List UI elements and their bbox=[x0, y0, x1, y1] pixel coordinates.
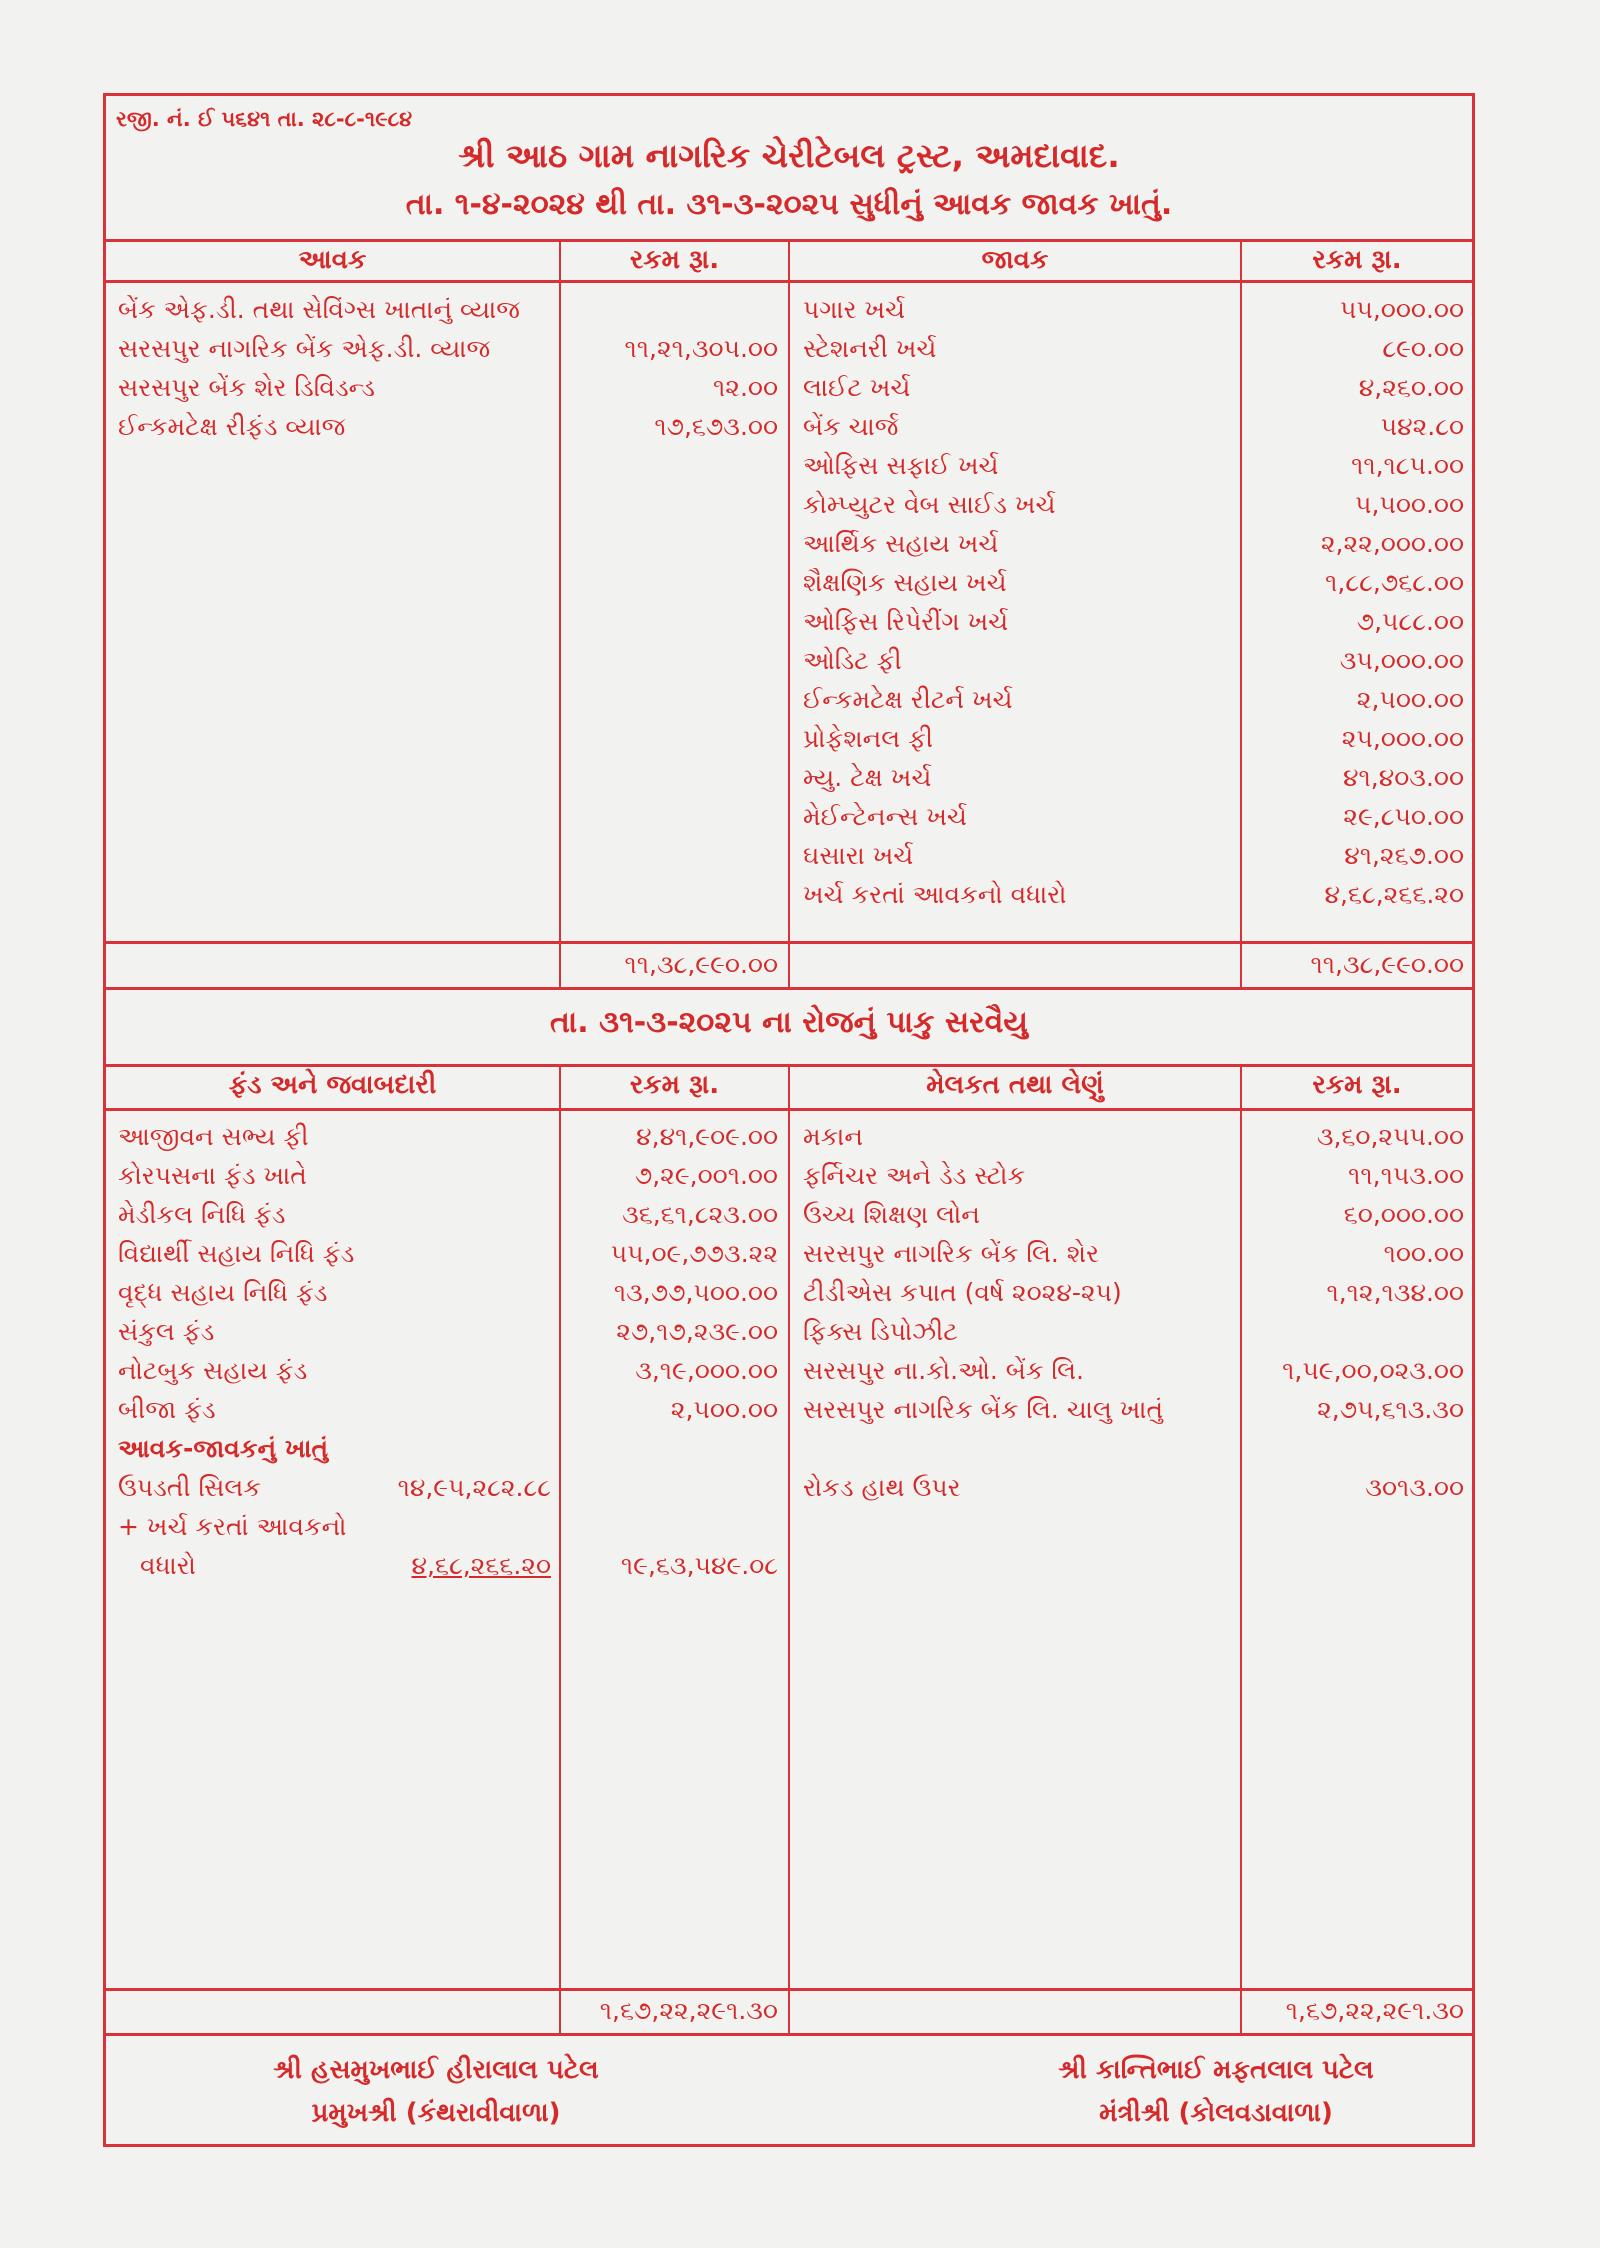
liability-item-label: કોરપસના ફંડ ખાતે bbox=[118, 1161, 307, 1190]
expense-item-label: મેઈન્ટેનન્સ ખર્ચ bbox=[803, 802, 967, 831]
liabilities-column-header: ફંડ અને જવાબદારી bbox=[228, 1070, 437, 1100]
asset-item-label: ઉચ્ચ શિક્ષણ લોન bbox=[803, 1200, 980, 1229]
liability-item-amount: ૩૬,૬૧,૮૨૩.૦૦ bbox=[622, 1200, 778, 1229]
registration-number: રજી. નં. ઈ ૫૬૪૧ તા. ૨૮-૮-૧૯૮૪ bbox=[116, 107, 413, 131]
surplus-amount: ૪,૬૮,૨૬૬.૨૦ bbox=[411, 1551, 551, 1580]
liability-item-amount: ૪,૪૧,૯૦૯.૦૦ bbox=[636, 1122, 778, 1151]
expense-item-label: બેંક ચાર્જ bbox=[803, 412, 899, 441]
rule bbox=[106, 2033, 1472, 2036]
account-total-amount: ૧૯,૬૩,૫૪૯.૦૮ bbox=[620, 1551, 778, 1580]
liability-item-amount: ૭,૨૯,૦૦૧.૦૦ bbox=[634, 1161, 778, 1190]
income-column-header: આવક bbox=[298, 245, 367, 275]
expense-item-amount: ૩૫,૦૦૦.૦૦ bbox=[1339, 646, 1464, 675]
liability-item-amount: ૨૭,૧૭,૨૩૯.૦૦ bbox=[616, 1317, 778, 1346]
asset-item-label: સરસપુર નાગરિક બેંક લિ. શેર bbox=[803, 1239, 1100, 1268]
asset-item-amount: ૩,૬૦,૨૫૫.૦૦ bbox=[1316, 1122, 1464, 1151]
expense-item-amount: ૭,૫૮૮.૦૦ bbox=[1356, 607, 1464, 636]
expense-item-label: કોમ્પ્યુટર વેબ સાઈડ ખર્ચ bbox=[803, 490, 1056, 519]
liability-item-label: મેડીકલ નિધિ ફંડ bbox=[118, 1200, 286, 1229]
expense-item-amount: ૪૧,૪૦૩.૦૦ bbox=[1343, 763, 1464, 792]
expense-item-amount: ૪,૨૬૦.૦૦ bbox=[1358, 373, 1464, 402]
liability-item-label: આજીવન સભ્ય ફી bbox=[118, 1122, 309, 1151]
income-item-label: ઈન્કમટેક્ષ રીફંડ વ્યાજ bbox=[118, 412, 346, 441]
expense-item-label: ઓફિસ રિપેરીંગ ખર્ચ bbox=[803, 607, 1009, 636]
income-item-label: સરસપુર બેંક શેર ડિવિડન્ડ bbox=[118, 373, 375, 402]
income-expense-account-head: આવક-જાવકનું ખાતું bbox=[118, 1434, 329, 1463]
president-title: પ્રમુખશ્રી (કંથરાવીવાળા) bbox=[311, 2098, 561, 2128]
secretary-name: શ્રી કાન્તિભાઈ મફતલાલ પટેલ bbox=[1058, 2055, 1374, 2085]
expense-item-label: લાઈટ ખર્ચ bbox=[803, 373, 911, 402]
trust-title: શ્રી આઠ ગામ નાગરિક ચેરીટેબલ ટ્રસ્ટ, અમદાવાદ. bbox=[458, 136, 1120, 175]
opening-balance-amount: ૧૪,૯૫,૨૮૨.૮૮ bbox=[397, 1473, 551, 1502]
asset-item-label: મકાન bbox=[803, 1122, 864, 1151]
surplus-label: + ખર્ચ કરતાં આવકનો bbox=[118, 1512, 347, 1541]
expense-item-label: આર્થિક સહાય ખર્ચ bbox=[803, 529, 999, 558]
expense-item-label: પગાર ખર્ચ bbox=[803, 295, 906, 324]
asset-item-amount: ૨,૭૫,૬૧૩.૩૦ bbox=[1317, 1395, 1464, 1424]
expense-item-amount: ૨,૫૦૦.૦૦ bbox=[1356, 685, 1464, 714]
liability-item-amount: ૫૫,૦૯,૭૭૩.૨૨ bbox=[610, 1239, 778, 1268]
expense-item-label: ઈન્કમટેક્ષ રીટર્ન ખર્ચ bbox=[803, 685, 1013, 714]
liabilities-amount-column-header: રકમ રૂા. bbox=[629, 1070, 720, 1100]
liability-item-amount: ૩,૧૯,૦૦૦.૦૦ bbox=[635, 1356, 778, 1385]
asset-item-label: સરસપુર ના.કો.ઓ. બેંક લિ. bbox=[803, 1356, 1084, 1385]
asset-item-label: સરસપુર નાગરિક બેંક લિ. ચાલુ ખાતું bbox=[803, 1395, 1164, 1424]
column-divider bbox=[559, 1064, 561, 2033]
expense-item-amount: ૪,૬૮,૨૬૬.૨૦ bbox=[1324, 880, 1464, 909]
assets-total: ૧,૬૭,૨૨,૨૯૧.૩૦ bbox=[1285, 1996, 1464, 2025]
liability-item-label: વૃદ્ધ સહાય નિધિ ફંડ bbox=[118, 1278, 328, 1307]
expense-item-label: ઘસારા ખર્ચ bbox=[803, 841, 914, 870]
expense-item-amount: ૨૯,૮૫૦.૦૦ bbox=[1343, 802, 1464, 831]
income-item-amount: ૧૭,૬૭૩.૦૦ bbox=[654, 412, 778, 441]
income-item-amount: ૧૧,૨૧,૩૦૫.૦૦ bbox=[624, 334, 778, 363]
statement-sheet bbox=[103, 93, 1475, 2147]
liability-item-label: વિદ્યાર્થી સહાય નિધિ ફંડ bbox=[118, 1239, 355, 1268]
income-amount-column-header: રકમ રૂા. bbox=[629, 245, 720, 275]
asset-item-amount: ૧,૧૨,૧૩૪.૦૦ bbox=[1326, 1278, 1464, 1307]
liabilities-total: ૧,૬૭,૨૨,૨૯૧.૩૦ bbox=[599, 1996, 778, 2025]
column-divider bbox=[788, 239, 790, 987]
income-item-label: બેંક એફ.ડી. તથા સેવિંગ્સ ખાતાનું વ્યાજ bbox=[118, 295, 520, 324]
expense-item-label: મ્યુ. ટેક્ષ ખર્ચ bbox=[803, 763, 932, 792]
income-total: ૧૧,૩૮,૯૯૦.૦૦ bbox=[624, 950, 778, 979]
expense-item-amount: ૧,૮૮,૭૬૮.૦૦ bbox=[1325, 568, 1464, 597]
column-divider bbox=[788, 1064, 790, 2033]
liability-item-label: સંકુલ ફંડ bbox=[118, 1317, 215, 1346]
assets-amount-column-header: રકમ રૂા. bbox=[1312, 1070, 1402, 1100]
liability-item-amount: ૨,૫૦૦.૦૦ bbox=[670, 1395, 778, 1424]
account-period-title: તા. ૧-૪-૨૦૨૪ થી તા. ૩૧-૩-૨૦૨૫ સુધીનું આવક જાવક ખાતું. bbox=[405, 187, 1173, 222]
expense-item-label: ઓડિટ ફી bbox=[803, 646, 902, 675]
assets-column-header: મેલકત તથા લેણું bbox=[926, 1070, 1104, 1100]
secretary-title: મંત્રીશ્રી (કોલવડાવાળા) bbox=[1099, 2098, 1333, 2128]
asset-item-amount: ૧૧,૧૫૩.૦૦ bbox=[1348, 1161, 1464, 1190]
rule bbox=[106, 987, 1472, 990]
liability-item-amount: ૧૩,૭૭,૫૦૦.૦૦ bbox=[613, 1278, 778, 1307]
president-name: શ્રી હસમુખભાઈ હીરાલાલ પટેલ bbox=[273, 2055, 599, 2085]
liability-item-label: બીજા ફંડ bbox=[118, 1395, 216, 1424]
cash-on-hand-label: રોકડ હાથ ઉપર bbox=[803, 1473, 961, 1502]
expense-item-amount: ૮૯૦.૦૦ bbox=[1382, 334, 1464, 363]
expense-column-header: જાવક bbox=[981, 245, 1049, 275]
expense-item-amount: ૨૫,૦૦૦.૦૦ bbox=[1341, 724, 1464, 753]
income-item-amount: ૧૨.૦૦ bbox=[713, 373, 778, 402]
expense-item-label: શૈક્ષણિક સહાય ખર્ચ bbox=[803, 568, 1007, 597]
income-item-label: સરસપુર નાગરિક બેંક એફ.ડી. વ્યાજ bbox=[118, 334, 491, 363]
column-divider bbox=[559, 239, 561, 987]
asset-item-label: ફર્નિચર અને ડેડ સ્ટોક bbox=[803, 1161, 1026, 1190]
asset-item-label: ફિક્સ ડિપોઝીટ bbox=[803, 1317, 958, 1346]
expense-item-label: ખર્ચ કરતાં આવકનો વધારો bbox=[803, 880, 1067, 909]
asset-item-amount: ૧,૫૯,૦૦,૦૨૩.૦૦ bbox=[1282, 1356, 1464, 1385]
expense-item-label: પ્રોફેશનલ ફી bbox=[803, 724, 934, 753]
asset-item-label: ટીડીએસ કપાત (વર્ષ ૨૦૨૪-૨૫) bbox=[803, 1278, 1122, 1307]
expense-item-amount: ૫૫,૦૦૦.૦૦ bbox=[1340, 295, 1464, 324]
cash-on-hand-amount: ૩૦૧૩.૦૦ bbox=[1365, 1473, 1464, 1502]
column-divider bbox=[1240, 239, 1242, 987]
expense-item-label: સ્ટેશનરી ખર્ચ bbox=[803, 334, 937, 363]
asset-item-amount: ૧૦૦.૦૦ bbox=[1383, 1239, 1464, 1268]
expense-item-amount: ૫૪૨.૮૦ bbox=[1380, 412, 1464, 441]
expense-item-amount: ૨,૨૨,૦૦૦.૦૦ bbox=[1320, 529, 1464, 558]
expense-item-label: ઓફિસ સફાઈ ખર્ચ bbox=[803, 451, 999, 480]
liability-item-label: નોટબુક સહાય ફંડ bbox=[118, 1356, 308, 1385]
expense-item-amount: ૫,૫૦૦.૦૦ bbox=[1355, 490, 1464, 519]
expense-total: ૧૧,૩૮,૯૯૦.૦૦ bbox=[1310, 950, 1464, 979]
expense-item-amount: ૧૧,૧૮૫.૦૦ bbox=[1351, 451, 1464, 480]
balance-sheet-title: તા. ૩૧-૩-૨૦૨૫ ના રોજનું પાકુ સરવૈયુ bbox=[550, 1005, 1028, 1040]
expense-amount-column-header: રકમ રૂા. bbox=[1312, 245, 1402, 275]
column-divider bbox=[1240, 1064, 1242, 2033]
asset-item-amount: ૬૦,૦૦૦.૦૦ bbox=[1343, 1200, 1464, 1229]
opening-balance-label: ઉપડતી સિલક bbox=[118, 1473, 261, 1502]
expense-item-amount: ૪૧,૨૬૭.૦૦ bbox=[1344, 841, 1464, 870]
surplus-label-cont: વધારો bbox=[140, 1551, 196, 1580]
